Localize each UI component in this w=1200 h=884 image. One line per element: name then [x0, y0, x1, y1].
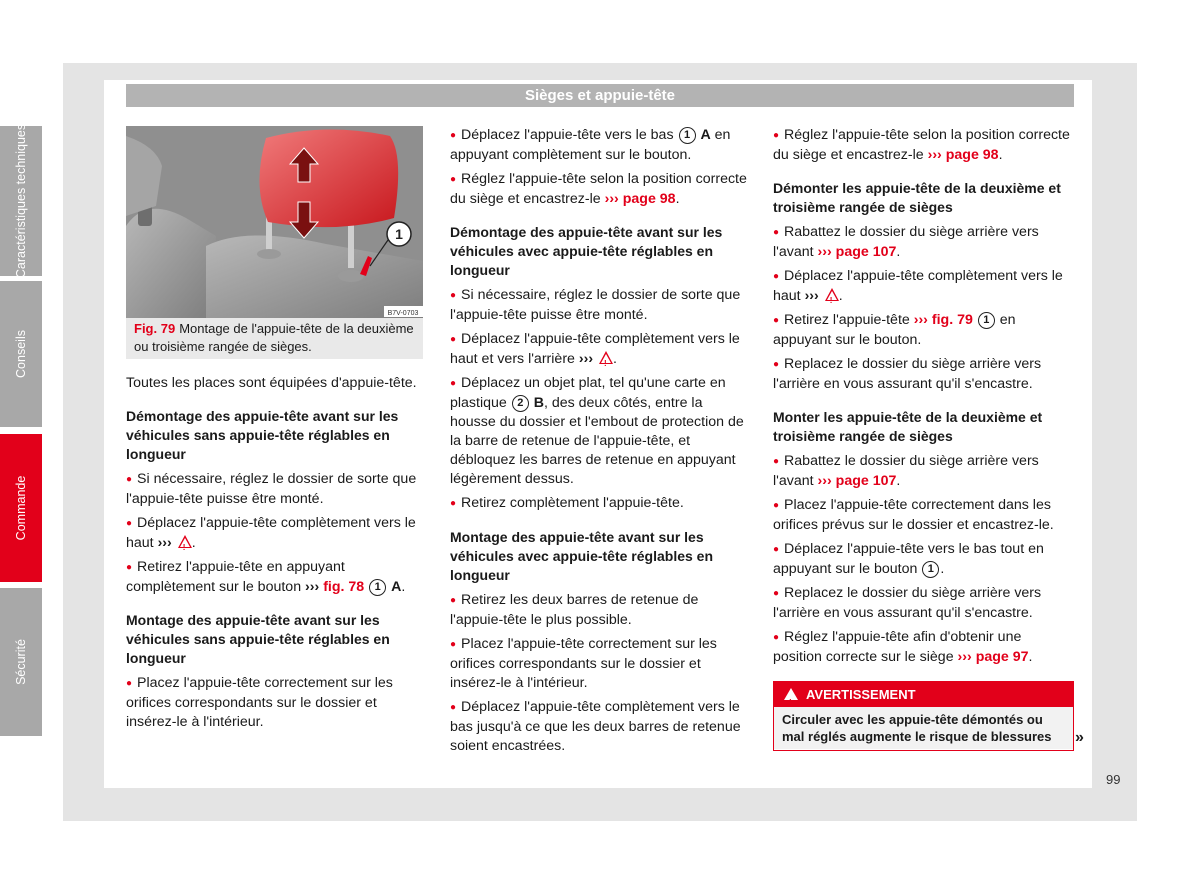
list-item: ● Placez l'appuie-tête correctement sur les orifices correspondants sur le dossier et insérez-le à l'intérieur. — [450, 635, 750, 693]
heading-demontage-avec: Démontage des appuie-tête avant sur les véhicules avec appuie-tête réglables en longueur — [450, 224, 723, 278]
warning-box — [773, 681, 1074, 751]
list-item: ● Déplacez l'appuie-tête complètement vers le haut ››› ! . — [773, 267, 1073, 306]
headrest-figure — [126, 126, 423, 318]
page-link[interactable]: page 97 — [975, 649, 1029, 665]
list-item: ● Déplacez l'appuie-tête vers le bas tout en appuyant sur le bouton 1 . — [773, 540, 1073, 579]
figure-callout-1: 1 — [395, 226, 403, 242]
list-item: ● Retirez les deux barres de retenue de l'appuie-tête le plus possible. — [450, 591, 750, 630]
list-item: ● Réglez l'appuie-tête selon la position correcte du siège et encastrez-le ››› page 98. — [773, 126, 1073, 165]
warning-icon: ! — [599, 351, 613, 364]
section-title: Sièges et appuie-tête — [126, 84, 1074, 107]
callout-number: 1 — [369, 579, 386, 596]
callout-number: 1 — [922, 561, 939, 578]
callout-number: 1 — [978, 312, 995, 329]
heading-montage-avec: Montage des appuie-tête avant sur les véhicules avec appuie-tête réglables en longueur — [450, 529, 714, 583]
heading-monter-rangee: Monter les appuie-tête de la deuxième et troisième rangée de sièges — [773, 409, 1043, 444]
figure-link[interactable]: fig. 79 — [931, 312, 973, 328]
list-item: ● Déplacez l'appuie-tête complètement vers le bas jusqu'à ce que les deux barres de retenue soient encastrées. — [450, 698, 750, 756]
column-1 — [126, 374, 426, 737]
column-3 — [773, 126, 1073, 672]
figure-caption-text: Montage de l'appuie-tête de la deuxième ou troisième rangée de sièges. — [134, 321, 414, 354]
list-item: ● Retirez l'appuie-tête ››› fig. 79 1 en appuyant sur le bouton. — [773, 311, 1073, 350]
list-item: ● Réglez l'appuie-tête afin d'obtenir une position correcte sur le siège ››› page 97. — [773, 628, 1073, 667]
warning-title: AVERTISSEMENT — [806, 687, 916, 702]
warning-text: Circuler avec les appuie-tête démontés ou mal réglés augmente le risque de blessures — [774, 707, 1073, 749]
list-item: ● Déplacez l'appuie-tête vers le bas 1 A en appuyant complètement sur le bouton. — [450, 126, 750, 165]
continue-arrow-icon: » — [1075, 729, 1084, 746]
list-item: ● Déplacez l'appuie-tête complètement vers le haut ››› ! . — [126, 514, 426, 553]
list-item: ● Retirez l'appuie-tête en appuyant complètement sur le bouton ››› fig. 78 1 A. — [126, 558, 426, 597]
list-item: ● Déplacez un objet plat, tel qu'une carte en plastique 2 B, des deux côtés, entre la housse du dossier et l'embout de protection de la barre de retenue de l'appuie-tête, et débloquez les barres de retenue en appuyant légèrement dessus. — [450, 374, 750, 489]
tab-conseils[interactable]: Conseils — [0, 281, 42, 427]
figure-link[interactable]: fig. 78 — [323, 579, 365, 595]
column-2 — [450, 126, 750, 761]
figure-label: Fig. 79 — [134, 321, 176, 336]
list-item: ● Replacez le dossier du siège arrière vers l'arrière en vous assurant qu'il s'encastre. — [773, 584, 1073, 623]
tab-caracteristiques-techniques[interactable]: Caractéristiques techniques — [0, 126, 42, 276]
list-item: ● Déplacez l'appuie-tête complètement vers le haut et vers l'arrière ››› ! . — [450, 330, 750, 369]
list-item: ● Placez l'appuie-tête correctement sur les orifices correspondants sur le dossier et insérez-le à l'intérieur. — [126, 674, 426, 732]
list-item: ● Retirez complètement l'appuie-tête. — [450, 494, 750, 514]
list-item: ● Replacez le dossier du siège arrière vers l'arrière en vous assurant qu'il s'encastre. — [773, 355, 1073, 394]
callout-number: 1 — [679, 127, 696, 144]
warning-icon: ! — [825, 288, 839, 301]
page-number: 99 — [1106, 772, 1121, 787]
figure-caption — [126, 318, 423, 359]
headrest-illustration — [126, 126, 423, 318]
tab-commande[interactable]: Commande — [0, 434, 42, 582]
list-item: ● Rabattez le dossier du siège arrière vers l'avant ››› page 107. — [773, 223, 1073, 262]
page-link[interactable]: page 98 — [945, 147, 999, 163]
list-item: ● Si nécessaire, réglez le dossier de sorte que l'appuie-tête puisse être monté. — [450, 286, 750, 325]
heading-montage-sans: Montage des appuie-tête avant sur les véhicules sans appuie-tête réglables en longueur — [126, 612, 390, 666]
heading-demonter-rangee: Démonter les appuie-tête de la deuxième et troisième rangée de sièges — [773, 180, 1061, 215]
page-link[interactable]: page 107 — [835, 244, 897, 260]
tab-securite[interactable]: Sécurité — [0, 588, 42, 736]
figure-code: B7V-0703 — [387, 310, 419, 317]
intro-text: Toutes les places sont équipées d'appuie-tête. — [126, 375, 417, 391]
callout-number: 2 — [512, 395, 529, 412]
page-link[interactable]: page 107 — [835, 473, 897, 489]
warning-icon: ! — [178, 535, 192, 548]
list-item: ● Réglez l'appuie-tête selon la position correcte du siège et encastrez-le ››› page 98. — [450, 170, 750, 209]
heading-demontage-sans: Démontage des appuie-tête avant sur les véhicules sans appuie-tête réglables en longueur — [126, 408, 399, 462]
list-item: ● Placez l'appuie-tête correctement dans les orifices prévus sur le dossier et encastrez-le. — [773, 496, 1073, 535]
warning-header — [774, 682, 1073, 707]
warning-icon: ! — [784, 688, 798, 700]
list-item: ● Si nécessaire, réglez le dossier de sorte que l'appuie-tête puisse être monté. — [126, 470, 426, 509]
list-item: ● Rabattez le dossier du siège arrière vers l'avant ››› page 107. — [773, 452, 1073, 491]
page-link[interactable]: page 98 — [622, 191, 676, 207]
